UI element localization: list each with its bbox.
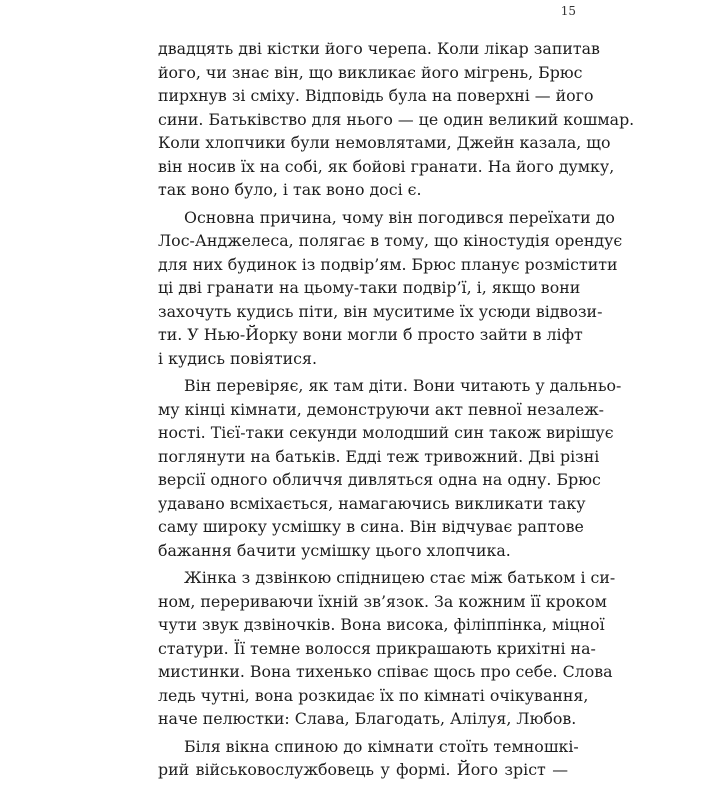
paragraph: [158, 37, 635, 202]
text-line: ці дві гранати на цьому-таки подвір’ї, і, якщо вони: [158, 278, 581, 297]
page-number: 15: [560, 4, 576, 18]
text-line: статури. Її темне волосся прикрашають крихітні на-: [158, 638, 596, 658]
text-line: ності. Тієї-таки секунди молодший син також вирішує: [158, 423, 614, 442]
text-line: так воно було, і так воно досі є.: [158, 180, 422, 199]
text-line: наче пелюстки: Слава, Благодать, Алілуя, Любов.: [158, 709, 577, 728]
text-line: поглянути на батьків. Едді теж тривожний. Дві різні: [158, 446, 600, 466]
text-line: версії одного обличчя дивляться одна на одну. Брюс: [158, 470, 601, 489]
text-line: мистинки. Вона тихенько співає щось про себе. Слова: [158, 662, 613, 681]
body-text: [158, 37, 635, 786]
text-line: його, чи знає він, що викликає його мігрень, Брюс: [158, 62, 583, 82]
paragraph: [158, 374, 622, 562]
text-line: захочуть кудись піти, він муситиме їх усюди відвози-: [158, 301, 603, 321]
text-line: для них будинок із подвір’ям. Брюс планує розмістити: [158, 254, 618, 274]
text-line: му кінці кімнати, демонструючи акт певної незалеж-: [158, 399, 604, 419]
text-line: пирхнув зі сміху. Відповідь була на поверхні — його: [158, 86, 594, 105]
text-line: Він перевіряє, як там діти. Вони читають у дальньо-: [184, 376, 622, 395]
text-line: Основна причина, чому він погодився переїхати до: [184, 207, 615, 227]
text-line: Лос-Анджелеса, полягає в тому, що кіностудія орендує: [158, 231, 623, 250]
text-line: ледь чутні, вона розкидає їх по кімнаті очікування,: [158, 685, 589, 705]
paragraph: [158, 735, 579, 782]
paragraph: [158, 566, 616, 731]
text-line: Жінка з дзвінкою спідницею стає між батьком і си-: [184, 568, 616, 587]
text-line: і кудись повіятися.: [158, 348, 318, 368]
paragraph: [158, 206, 623, 371]
text-line: двадцять дві кістки його черепа. Коли лікар запитав: [158, 39, 600, 58]
text-line: саму широку усмішку в сина. Він відчуває раптове: [158, 517, 584, 536]
text-line: ти. У Нью-Йорку вони могли б просто зайти в ліфт: [158, 325, 583, 344]
text-line: сини. Батьківство для нього — це один великий кошмар.: [158, 109, 635, 129]
text-line: Біля вікна спиною до кімнати стоїть темношкі-: [184, 736, 579, 756]
text-line: удавано всміхається, намагаючись викликати таку: [158, 493, 586, 513]
text-line: ном, перериваючи їхній зв’язок. За кожним її кроком: [158, 591, 607, 611]
text-line: рий військовослужбовець у формі. Його зріст —: [158, 760, 568, 779]
text-line: він носив їх на собі, як бойові гранати. На його думку,: [158, 156, 615, 176]
text-line: Коли хлопчики були немовлятами, Джейн казала, що: [158, 133, 611, 152]
text-line: чути звук дзвіночків. Вона висока, філіппінка, міцної: [158, 615, 605, 634]
text-line: бажання бачити усмішку цього хлопчика.: [158, 540, 511, 560]
